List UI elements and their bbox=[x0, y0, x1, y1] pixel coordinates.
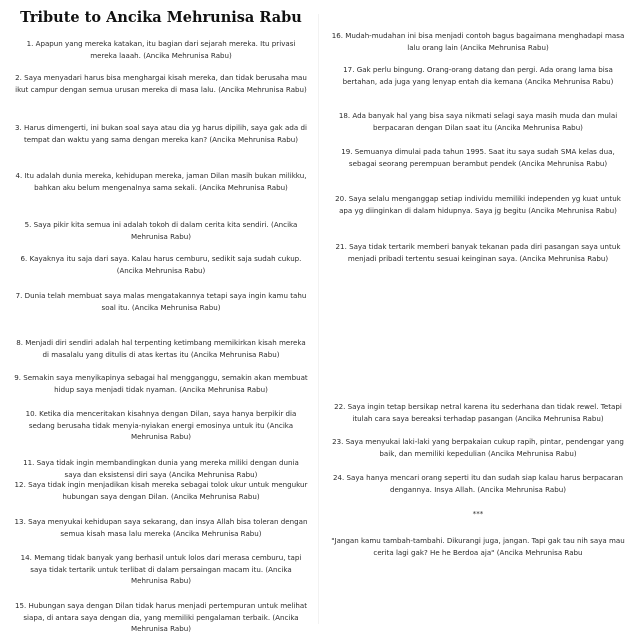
quote-20: 20. Saya selalu menganggap setiap individu memiliki independen yg kuat untuk apa yg diinginkan di dalam hidupnya. Saya jg begitu (Ancika Mehrunisa Rabu) bbox=[335, 194, 621, 215]
quote-2: 2. Saya menyadari harus bisa menghargai kisah mereka, dan tidak berusaha mau ikut campur dengan semua urusan mereka di masa lalu. (Ancika Mehrunisa Rabu) bbox=[15, 73, 307, 94]
quote-24: 24. Saya hanya mencari orang seperti itu dan sudah siap kalau harus berpacaran dengannya. Insya Allah. (Ancika Mehrunisa Rabu) bbox=[332, 473, 624, 494]
quote-1: 1. Apapun yang mereka katakan, itu bagian dari sejarah mereka. Itu privasi mereka laaah. (Ancika Mehrunisa Rabu) bbox=[26, 39, 296, 60]
section-separator: *** bbox=[472, 509, 484, 518]
quote-8: 8. Menjadi diri sendiri adalah hal terpenting ketimbang memikirkan kisah mereka di masalalu yang ditulis di atas kertas itu (Ancika Mehrunisa Rabu) bbox=[16, 338, 306, 359]
quote-10: 10. Ketika dia menceritakan kisahnya dengan Dilan, saya hanya berpikir dia sedang berusaha tidak menyia-nyiakan energi emosinya untuk itu (Ancika Mehrunisa Rabu) bbox=[25, 409, 297, 441]
quote-9: 9. Semakin saya menyikapinya sebagai hal mengganggu, semakin akan membuat hidup saya menjadi tidak nyaman. (Ancika Mehrunisa Rabu) bbox=[14, 373, 308, 394]
quote-23: 23. Saya menyukai laki-laki yang berpakaian cukup rapih, pintar, pendengar yang baik, dan memiliki kepedulian (Ancika Mehrunisa Rabu) bbox=[332, 437, 624, 458]
quote-16: 16. Mudah-mudahan ini bisa menjadi contoh bagus bagaimana menghadapi masa lalu orang lain (Ancika Mehrunisa Rabu) bbox=[331, 31, 625, 52]
quote-4: 4. Itu adalah dunia mereka, kehidupan mereka, jaman Dilan masih bukan milikku, bahkan aku belum mengenalnya sama sekali. (Ancika Mehrunisa Rabu) bbox=[15, 171, 307, 192]
column-divider bbox=[318, 14, 319, 624]
quote-3: 3. Harus dimengerti, ini bukan soal saya atau dia yg harus dipilih, saya gak ada di tempat dan waktu yang sama dengan mereka kan? (Ancika Mehrunisa Rabu) bbox=[15, 123, 307, 144]
quote-14: 14. Memang tidak banyak yang berhasil untuk lolos dari merasa cemburu, tapi saya tidak tertarik untuk terlibat di dalam persaingan macam itu. (Ancika Mehrunisa Rabu) bbox=[20, 553, 302, 585]
quote-19: 19. Semuanya dimulai pada tahun 1995. Saat itu saya sudah SMA kelas dua, sebagai seorang perempuan berambut pendek (Ancika Mehrunisa Rabu) bbox=[341, 147, 615, 168]
closing-quote: "Jangan kamu tambah-tambahi. Dikurangi juga, jangan. Tapi gak tau nih saya mau cerita lagi gak? He he Berdoa aja" (Ancika Mehrunisa Rabu bbox=[331, 536, 625, 557]
quote-18: 18. Ada banyak hal yang bisa saya nikmati selagi saya masih muda dan mulai berpacaran dengan Dilan saat itu (Ancika Mehrunisa Rabu) bbox=[338, 111, 618, 132]
quote-21: 21. Saya tidak tertarik memberi banyak tekanan pada diri pasangan saya untuk menjadi pribadi tertentu sesuai keinginan saya. (Ancika Mehrunisa Rabu) bbox=[335, 242, 621, 263]
quote-6: 6. Kayaknya itu saja dari saya. Kalau harus cemburu, sedikit saja sudah cukup. (Ancika Mehrunisa Rabu) bbox=[20, 254, 302, 275]
quote-11: 11. Saya tidak ingin membandingkan dunia yang mereka miliki dengan dunia saya dan eksistensi diri saya (Ancika Mehrunisa Rabu) bbox=[23, 458, 299, 479]
quote-22: 22. Saya ingin tetap bersikap netral karena itu sederhana dan tidak rewel. Tetapi itulah cara saya bereaksi terhadap pasangan (Ancika Mehrunisa Rabu) bbox=[334, 402, 622, 423]
quote-15: 15. Hubungan saya dengan Dilan tidak harus menjadi pertempuran untuk melihat siapa, di antara saya dengan dia, yang memiliki pengalaman terbaik. (Ancika Mehrunisa Rabu) bbox=[14, 601, 308, 633]
quote-13: 13. Saya menyukai kehidupan saya sekarang, dan insya Allah bisa toleran dengan semua kisah masa lalu mereka (Ancika Mehrunisa Rabu) bbox=[14, 517, 308, 538]
quote-7: 7. Dunia telah membuat saya malas mengatakannya tetapi saya ingin kamu tahu soal itu. (Ancika Mehrunisa Rabu) bbox=[15, 291, 307, 312]
quote-5: 5. Saya pikir kita semua ini adalah tokoh di dalam cerita kita sendiri. (Ancika Mehrunisa Rabu) bbox=[24, 220, 298, 241]
quote-17: 17. Gak perlu bingung. Orang-orang datang dan pergi. Ada orang lama bisa bertahan, ada juga yang lenyap entah dia kemana (Ancika Mehrunisa Rabu) bbox=[342, 65, 614, 86]
page-title: Tribute to Ancika Mehrunisa Rabu bbox=[20, 9, 302, 26]
quote-12: 12. Saya tidak ingin menjadikan kisah mereka sebagai tolok ukur untuk mengukur hubungan saya dengan Dilan. (Ancika Mehrunisa Rabu) bbox=[14, 480, 308, 501]
